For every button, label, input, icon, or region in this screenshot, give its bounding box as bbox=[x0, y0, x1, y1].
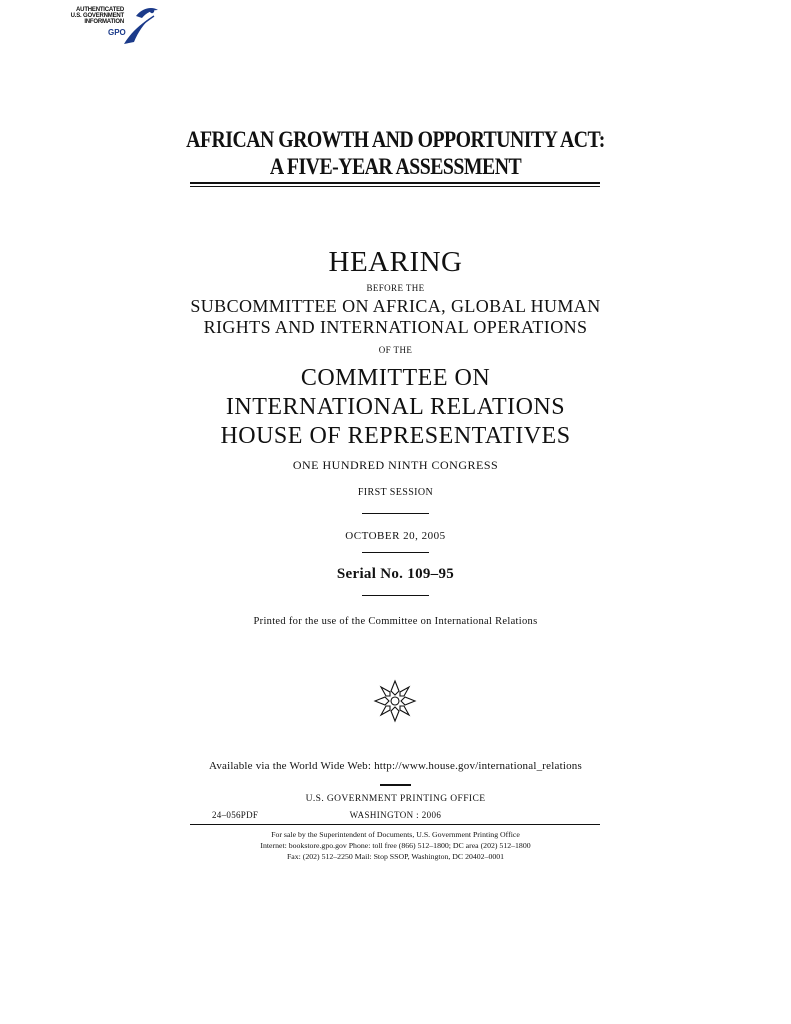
subcommittee-line-2: RIGHTS AND INTERNATIONAL OPERATIONS bbox=[203, 317, 588, 337]
sales-information bbox=[0, 829, 791, 862]
divider-rule bbox=[362, 513, 429, 514]
subcommittee-line-1: SUBCOMMITTEE ON AFRICA, GLOBAL HUMAN bbox=[190, 296, 601, 316]
divider-rule bbox=[362, 552, 429, 553]
subcommittee-name bbox=[0, 296, 791, 338]
hearing-date: OCTOBER 20, 2005 bbox=[345, 530, 446, 542]
title-line-2: A FIVE-YEAR ASSESSMENT bbox=[269, 154, 522, 179]
sale-line-2: Internet: bookstore.gpo.gov Phone: toll free (866) 512–1800; DC area (202) 512–1800 bbox=[260, 841, 531, 850]
place-and-year: WASHINGTON : 2006 bbox=[349, 810, 442, 820]
title-line-1: AFRICAN GROWTH AND OPPORTUNITY ACT: bbox=[186, 127, 605, 152]
seal-line-3: INFORMATION bbox=[84, 19, 124, 25]
printing-office-label: U.S. GOVERNMENT PRINTING OFFICE bbox=[305, 794, 486, 804]
committee-line-1: COMMITTEE ON bbox=[300, 365, 491, 391]
session-label: FIRST SESSION bbox=[357, 487, 434, 498]
serial-number: Serial No. 109–95 bbox=[336, 566, 455, 582]
committee-line-2: INTERNATIONAL RELATIONS bbox=[225, 394, 566, 420]
divider-rule bbox=[380, 784, 411, 786]
title-double-rule bbox=[190, 182, 600, 187]
document-title bbox=[55, 126, 735, 180]
seal-line-1: AUTHENTICATED bbox=[76, 7, 124, 13]
gpo-star-ornament-icon bbox=[372, 678, 418, 724]
hearing-heading: HEARING bbox=[328, 246, 463, 278]
sale-line-1: For sale by the Superintendent of Documents, U.S. Government Printing Office bbox=[271, 830, 520, 839]
seal-gpo-text: GPO bbox=[108, 28, 126, 37]
divider-rule bbox=[362, 595, 429, 596]
sale-line-3: Fax: (202) 512–2250 Mail: Stop SSOP, Washington, DC 20402–0001 bbox=[286, 852, 505, 861]
gpo-authentication-seal bbox=[60, 4, 160, 48]
seal-text bbox=[60, 7, 124, 25]
eagle-icon bbox=[116, 4, 160, 48]
pdf-number: 24–056PDF bbox=[212, 810, 259, 820]
before-the-label: BEFORE THE bbox=[366, 283, 425, 293]
of-the-label: OF THE bbox=[378, 345, 413, 355]
bottom-rule bbox=[190, 824, 600, 825]
printed-for-note: Printed for the use of the Committee on International Relations bbox=[253, 616, 538, 627]
web-availability-note: Available via the World Wide Web: http://www.house.gov/international_relations bbox=[209, 760, 582, 772]
committee-name bbox=[0, 364, 791, 451]
committee-line-3: HOUSE OF REPRESENTATIVES bbox=[220, 423, 571, 449]
congress-label: ONE HUNDRED NINTH CONGRESS bbox=[292, 458, 499, 472]
seal-line-2: U.S. GOVERNMENT bbox=[70, 13, 124, 19]
